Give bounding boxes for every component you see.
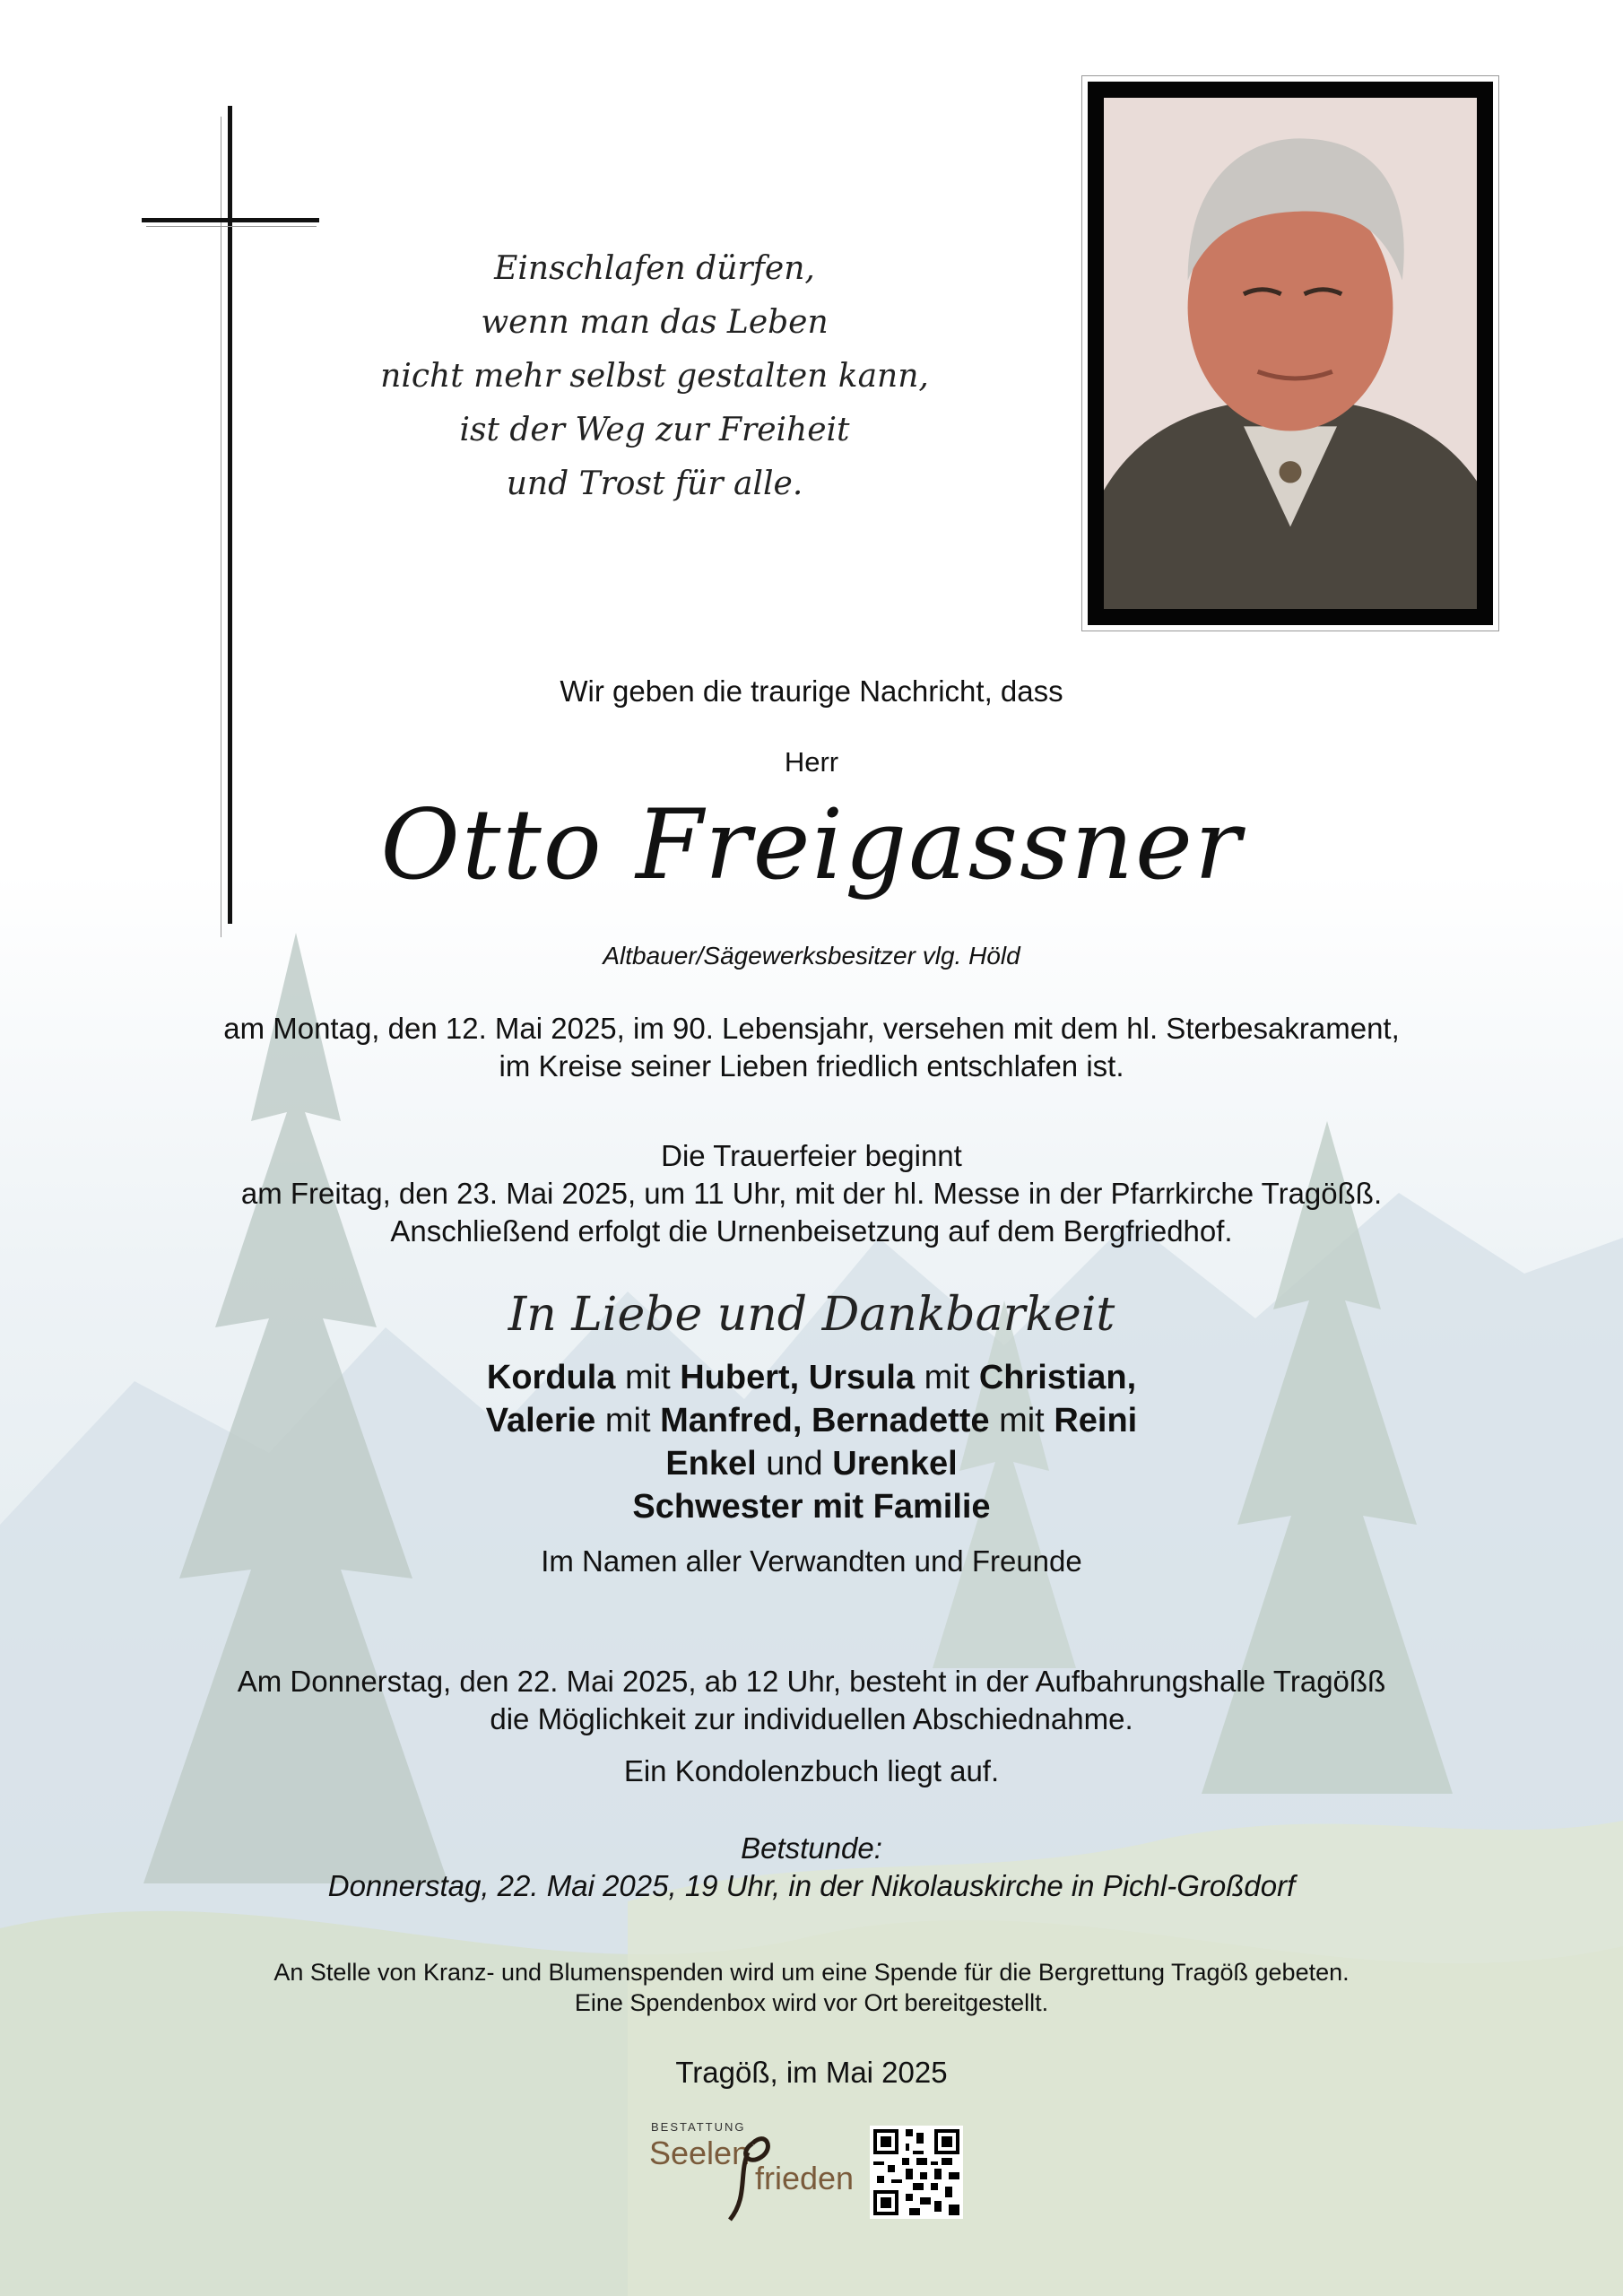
family-heading: In Liebe und Dankbarkeit bbox=[508, 1288, 1115, 1342]
family-member: Christian bbox=[978, 1359, 1127, 1396]
viewing-line: die Möglichkeit zur individuellen Abschiednahme. bbox=[490, 1702, 1133, 1735]
family-member: Kordula bbox=[486, 1359, 616, 1396]
portrait-photo bbox=[1081, 75, 1499, 631]
funeral-line: am Freitag, den 23. Mai 2025, um 11 Uhr, mit der hl. Messe in der Pfarrkirche Tragößß. bbox=[240, 1177, 1383, 1210]
logo-small-text: BESTATTUNG bbox=[651, 2120, 746, 2134]
family-line bbox=[0, 1356, 1623, 1399]
qr-code-icon[interactable] bbox=[870, 2126, 963, 2219]
family-closing: Im Namen aller Verwandten und Freunde bbox=[541, 1544, 1082, 1578]
family-member: Bernadette bbox=[812, 1402, 990, 1439]
family-member: Urenkel bbox=[832, 1445, 958, 1483]
portrait-image bbox=[1104, 98, 1477, 609]
occupation: Altbauer/Sägewerksbesitzer vlg. Höld bbox=[603, 942, 1020, 970]
funeral-info bbox=[0, 1137, 1623, 1250]
viewing-line: Am Donnerstag, den 22. Mai 2025, ab 12 Uhr, besteht in der Aufbahrungshalle Tragößß bbox=[237, 1665, 1386, 1698]
family-member: Valerie bbox=[485, 1402, 596, 1439]
connector: und bbox=[756, 1445, 833, 1483]
quote-line: wenn man das Leben bbox=[481, 304, 829, 341]
connector: mit bbox=[595, 1402, 661, 1439]
funeral-home-logo bbox=[649, 2117, 855, 2224]
separator: , bbox=[792, 1402, 812, 1439]
connector: mit bbox=[989, 1402, 1055, 1439]
connector: mit bbox=[615, 1359, 681, 1396]
family-list bbox=[0, 1356, 1623, 1528]
family-member: Enkel bbox=[665, 1445, 757, 1483]
viewing-info bbox=[0, 1663, 1623, 1738]
funeral-line: Anschließend erfolgt die Urnenbeisetzung auf dem Bergfriedhof. bbox=[390, 1214, 1233, 1248]
quote-line: ist der Weg zur Freiheit bbox=[459, 412, 850, 448]
death-line: am Montag, den 12. Mai 2025, im 90. Lebensjahr, versehen mit dem hl. Sterbesakrament, bbox=[223, 1012, 1400, 1045]
prayer-details: Donnerstag, 22. Mai 2025, 19 Uhr, in der Nikolauskirche in Pichl-Großdorf bbox=[327, 1869, 1296, 1902]
separator: , bbox=[789, 1359, 809, 1396]
family-member: Hubert bbox=[680, 1359, 790, 1396]
quote-line: nicht mehr selbst gestalten kann, bbox=[380, 358, 929, 395]
logo-word-1: Seelen bbox=[649, 2135, 751, 2171]
quote-line: und Trost für alle. bbox=[506, 465, 803, 502]
donation-line: Eine Spendenbox wird vor Ort bereitgestellt. bbox=[574, 1989, 1049, 2016]
title-text: Herr bbox=[784, 746, 839, 778]
funeral-line: Die Trauerfeier beginnt bbox=[661, 1139, 962, 1172]
deceased-name: Otto Freigassner bbox=[380, 789, 1243, 901]
donation-line: An Stelle von Kranz- und Blumenspenden wird um eine Spende für die Bergrettung Tragöß gebeten. bbox=[273, 1959, 1350, 1986]
quote bbox=[377, 242, 933, 511]
family-line bbox=[0, 1485, 1623, 1528]
family-member: Schwester mit Familie bbox=[632, 1488, 991, 1526]
connector: mit bbox=[915, 1359, 979, 1396]
death-line: im Kreise seiner Lieben friedlich entschlafen ist. bbox=[499, 1049, 1124, 1083]
family-line bbox=[0, 1399, 1623, 1442]
family-member: Ursula bbox=[808, 1359, 916, 1396]
logo-word-2: frieden bbox=[755, 2160, 855, 2196]
donation-note bbox=[0, 1957, 1623, 2018]
death-announcement bbox=[0, 1010, 1623, 1085]
prayer-info bbox=[0, 1830, 1623, 1905]
intro-text: Wir geben die traurige Nachricht, dass bbox=[560, 674, 1063, 708]
condolence-note: Ein Kondolenzbuch liegt auf. bbox=[623, 1754, 1000, 1787]
place-date: Tragöß, im Mai 2025 bbox=[675, 2056, 948, 2089]
separator: , bbox=[1126, 1359, 1137, 1396]
family-member: Manfred bbox=[660, 1402, 793, 1439]
family-line bbox=[0, 1442, 1623, 1485]
quote-line: Einschlafen dürfen, bbox=[494, 250, 815, 287]
family-member: Reini bbox=[1054, 1402, 1138, 1439]
prayer-label: Betstunde: bbox=[741, 1831, 882, 1865]
